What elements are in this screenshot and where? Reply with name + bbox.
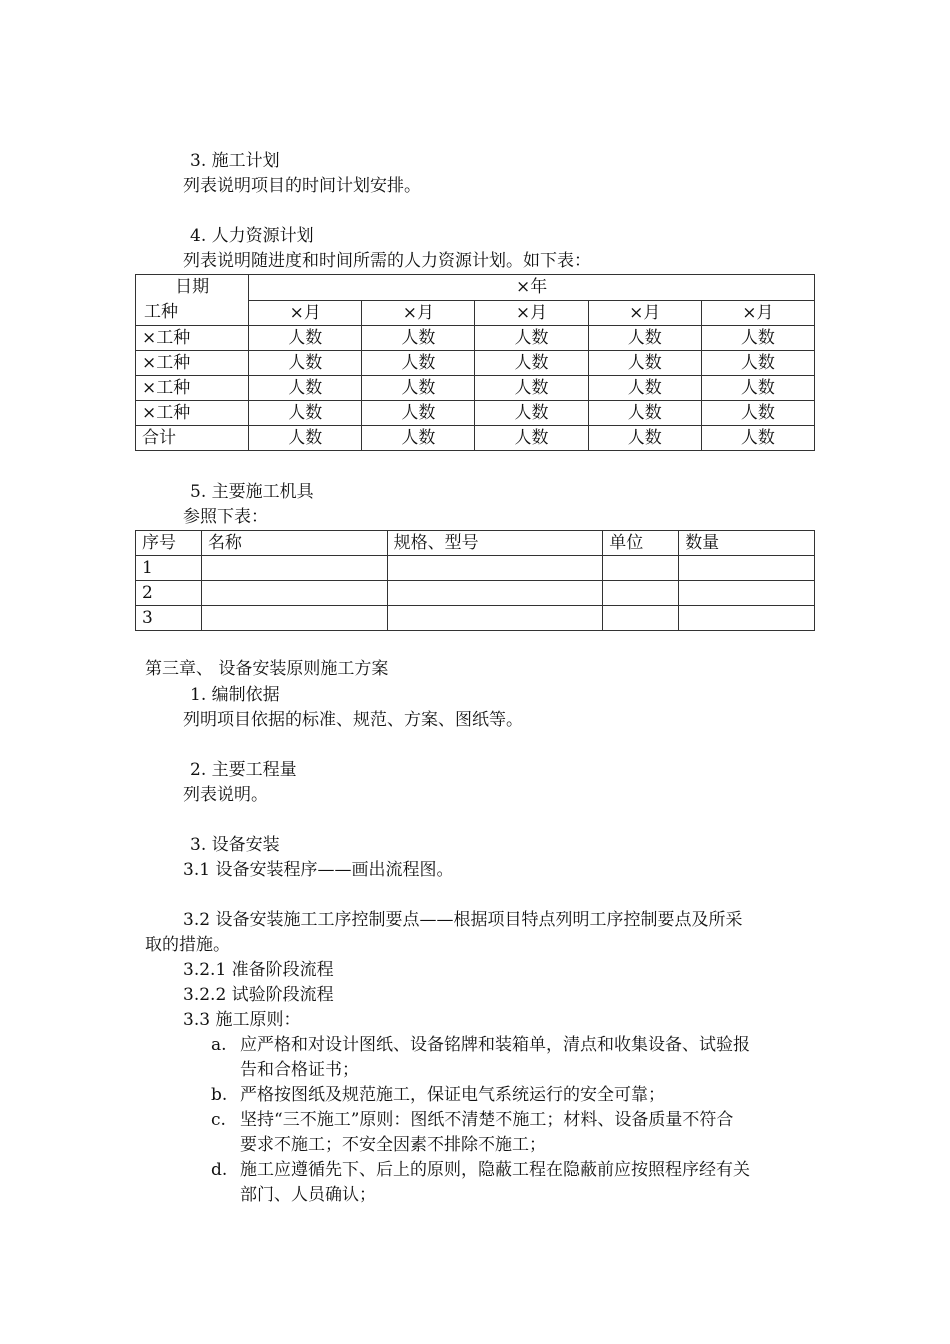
month-header: ×月 (249, 300, 362, 326)
table-cell: 人数 (588, 426, 701, 451)
chapter-title: 第三章、 设备安装原则施工方案 (145, 659, 389, 679)
table-cell (679, 581, 815, 606)
month-header: ×月 (475, 300, 588, 326)
table-cell: 人数 (475, 351, 588, 376)
list-item-text: 坚持“三不施工”原则：图纸不清楚不施工；材料、设备质量不符合 (240, 1110, 734, 1130)
list-item-text: 要求不施工；不安全因素不排除不施工； (240, 1135, 546, 1155)
table-row (136, 606, 815, 631)
column-header: 数量 (679, 531, 815, 556)
manpower-table (135, 274, 815, 451)
table-cell: 人数 (588, 401, 701, 426)
table-row (136, 326, 815, 351)
corner-trade-label: 工种 (144, 302, 178, 322)
section-heading-basis: 1. 编制依据 (190, 685, 280, 705)
table-row (136, 426, 815, 451)
paragraph-3-1: 3.1 设备安装程序——画出流程图。 (183, 860, 454, 880)
table-cell: 人数 (588, 351, 701, 376)
table-row (136, 351, 815, 376)
row-label: ×工种 (136, 376, 249, 401)
column-header: 单位 (603, 531, 679, 556)
column-header: 规格、型号 (387, 531, 603, 556)
row-label: ×工种 (136, 326, 249, 351)
table-cell (603, 581, 679, 606)
table-cell: 人数 (362, 426, 475, 451)
table-cell (201, 556, 387, 581)
paragraph-3-2-2: 3.2.2 试验阶段流程 (183, 985, 334, 1005)
list-item-marker: b. (211, 1085, 228, 1105)
table-row (136, 401, 815, 426)
column-header: 序号 (136, 531, 202, 556)
list-item-text: 部门、人员确认； (240, 1185, 376, 1205)
table-row (136, 376, 815, 401)
paragraph-3-2-line2: 取的措施。 (145, 935, 230, 955)
paragraph-3-2-1: 3.2.1 准备阶段流程 (183, 960, 334, 980)
list-item-marker: d. (211, 1160, 228, 1180)
table-cell (603, 556, 679, 581)
table-cell: 人数 (701, 426, 814, 451)
table-cell (201, 606, 387, 631)
table-cell: 人数 (475, 326, 588, 351)
paragraph-3-2-line1: 3.2 设备安装施工工序控制要点——根据项目特点列明工序控制要点及所采 (183, 910, 743, 930)
section-heading-schedule: 3. 施工计划 (190, 151, 280, 171)
table-header-row (136, 275, 815, 301)
paragraph-schedule: 列表说明项目的时间计划安排。 (183, 176, 421, 196)
table-cell (679, 606, 815, 631)
table-cell: 人数 (475, 376, 588, 401)
row-label: ×工种 (136, 351, 249, 376)
paragraph-manpower: 列表说明随进度和时间所需的人力资源计划。如下表： (183, 251, 591, 271)
section-heading-equipment: 5. 主要施工机具 (190, 482, 314, 502)
row-label: ×工种 (136, 401, 249, 426)
year-header: ×年 (249, 275, 815, 301)
table-cell (387, 581, 603, 606)
table-cell: 人数 (362, 401, 475, 426)
table-cell: 人数 (588, 376, 701, 401)
table-cell: 人数 (701, 376, 814, 401)
row-number: 2 (136, 581, 202, 606)
paragraph-3-3: 3.3 施工原则： (183, 1010, 301, 1030)
table-cell: 人数 (249, 351, 362, 376)
table-cell: 人数 (362, 376, 475, 401)
list-item-text: 应严格和对设计图纸、设备铭牌和装箱单，清点和收集设备、试验报 (240, 1035, 750, 1055)
table-cell (201, 581, 387, 606)
table-cell: 人数 (701, 351, 814, 376)
month-header: ×月 (362, 300, 475, 326)
table-cell: 人数 (475, 426, 588, 451)
table-cell (387, 606, 603, 631)
table-cell: 人数 (701, 401, 814, 426)
table-corner-cell (136, 275, 249, 326)
table-row (136, 556, 815, 581)
list-item-marker: c. (211, 1110, 226, 1130)
list-item-text: 告和合格证书； (240, 1060, 359, 1080)
section-heading-quantities: 2. 主要工程量 (190, 760, 297, 780)
table-cell (603, 606, 679, 631)
paragraph-quantities: 列表说明。 (183, 785, 268, 805)
list-item-text: 施工应遵循先下、后上的原则，隐蔽工程在隐蔽前应按照程序经有关 (240, 1160, 750, 1180)
row-number: 3 (136, 606, 202, 631)
list-item-marker: a. (211, 1035, 227, 1055)
paragraph-equipment: 参照下表： (183, 507, 268, 527)
table-cell: 人数 (249, 326, 362, 351)
paragraph-basis: 列明项目依据的标准、规范、方案、图纸等。 (183, 710, 523, 730)
table-cell: 人数 (249, 401, 362, 426)
table-cell (387, 556, 603, 581)
table-cell: 人数 (701, 326, 814, 351)
corner-date-label: 日期 (175, 277, 210, 297)
table-cell (679, 556, 815, 581)
row-label: 合计 (136, 426, 249, 451)
table-header-row (136, 531, 815, 556)
table-cell: 人数 (249, 426, 362, 451)
table-cell: 人数 (249, 376, 362, 401)
section-heading-manpower: 4. 人力资源计划 (190, 226, 314, 246)
table-cell: 人数 (588, 326, 701, 351)
month-header: ×月 (701, 300, 814, 326)
table-row (136, 581, 815, 606)
table-cell: 人数 (362, 326, 475, 351)
month-header: ×月 (588, 300, 701, 326)
table-cell: 人数 (475, 401, 588, 426)
section-heading-installation: 3. 设备安装 (190, 835, 280, 855)
row-number: 1 (136, 556, 202, 581)
equipment-table (135, 530, 815, 631)
table-cell: 人数 (362, 351, 475, 376)
column-header: 名称 (201, 531, 387, 556)
list-item-text: 严格按图纸及规范施工，保证电气系统运行的安全可靠； (240, 1085, 665, 1105)
